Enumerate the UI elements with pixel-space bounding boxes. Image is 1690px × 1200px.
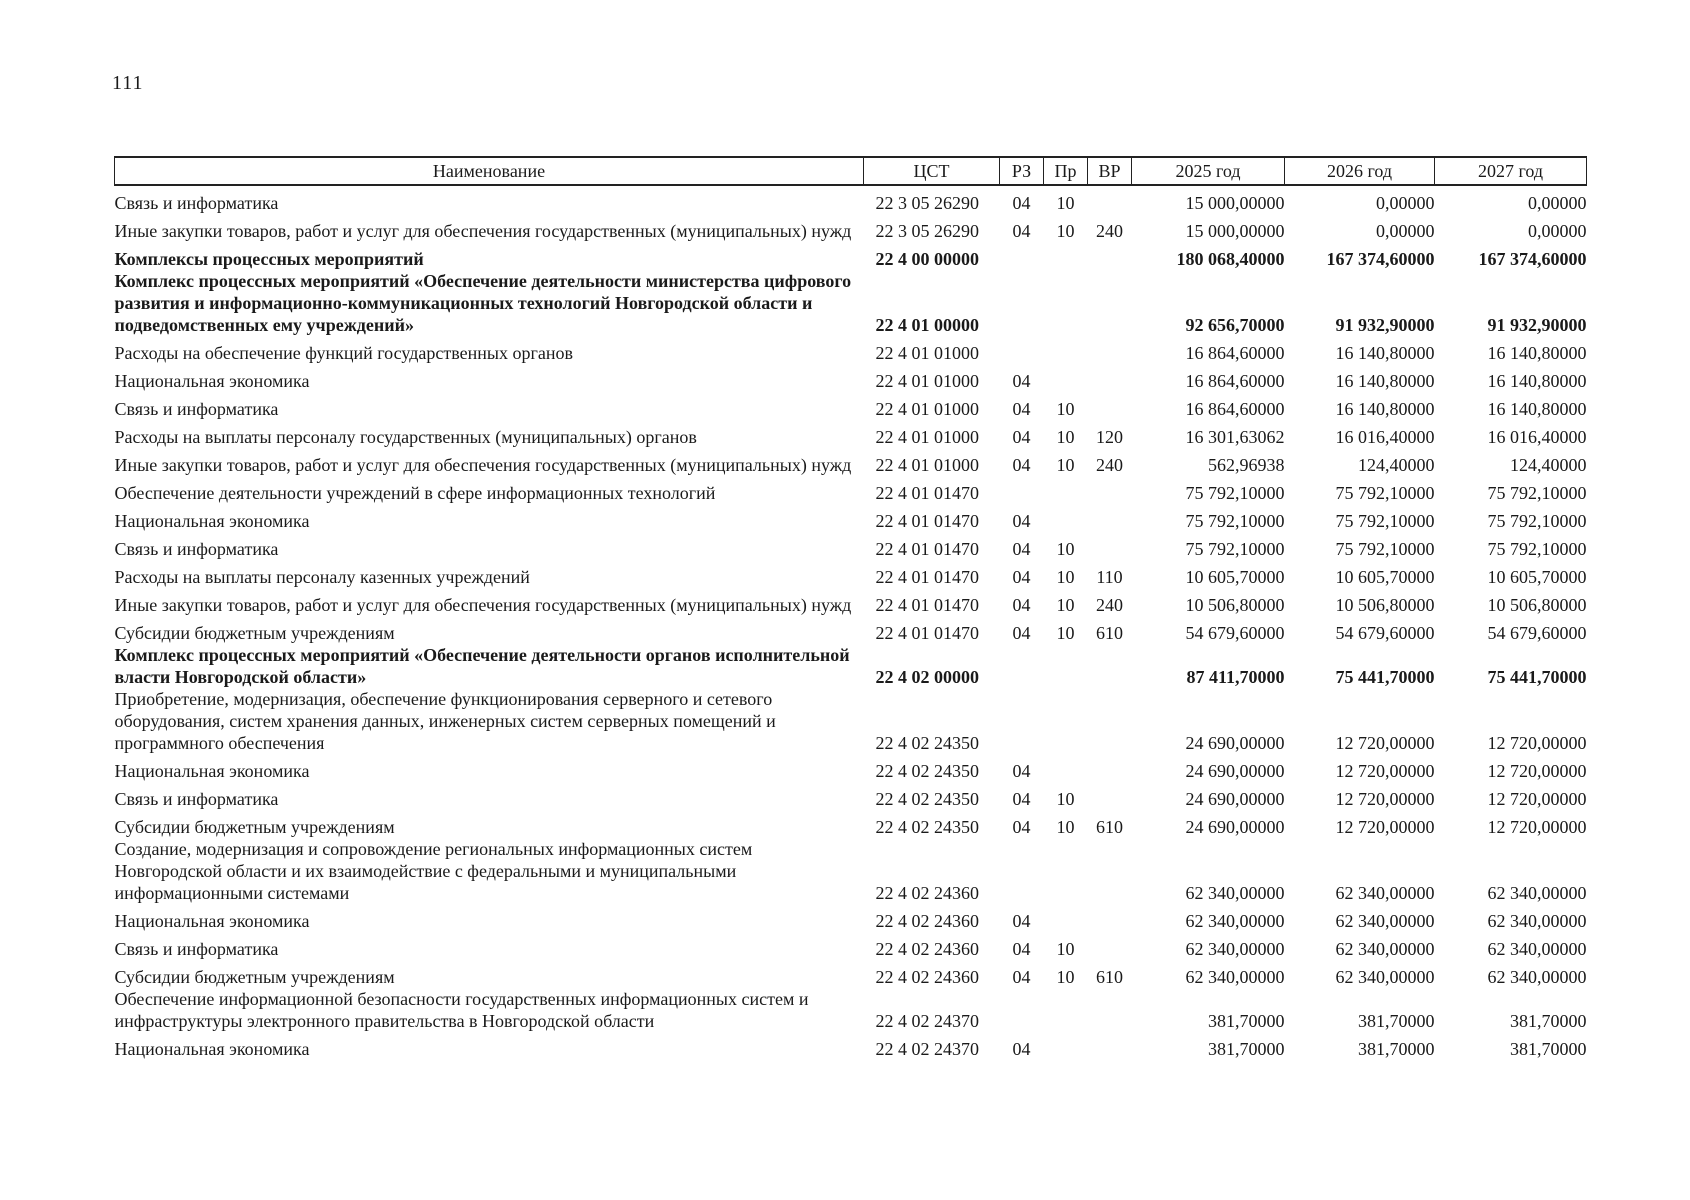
row-vr [1088, 1032, 1132, 1060]
row-vr: 120 [1096, 427, 1123, 447]
row-cst: 22 4 00 00000 [875, 249, 979, 269]
row-cst: 22 4 01 01000 [875, 455, 979, 475]
row-pr [1044, 904, 1088, 932]
row-2025: 15 000,00000 [1185, 193, 1285, 213]
row-name: Обеспечение деятельности учреждений в сфере информационных технологий [114, 483, 716, 503]
row-2026: 10 605,70000 [1335, 567, 1435, 587]
row-pr [1044, 242, 1088, 270]
row-cst: 22 4 01 01000 [875, 399, 979, 419]
header-pr: Пр [1044, 157, 1088, 185]
row-2025: 562,96938 [1208, 455, 1285, 475]
table-body [115, 185, 1587, 1060]
row-rz: 04 [1012, 371, 1031, 391]
row-2027: 381,70000 [1510, 1039, 1587, 1059]
row-vr: 610 [1096, 623, 1123, 643]
table-row [115, 988, 1587, 1032]
row-2025: 381,70000 [1208, 1011, 1285, 1031]
row-rz [1000, 242, 1044, 270]
row-2025: 24 690,00000 [1185, 761, 1285, 781]
row-cst: 22 4 01 01470 [875, 595, 979, 615]
table-row [115, 532, 1587, 560]
row-vr [1088, 754, 1132, 782]
row-cst: 22 4 01 01470 [875, 567, 979, 587]
row-2026: 62 340,00000 [1335, 967, 1435, 987]
row-name: Связь и информатика [114, 539, 279, 559]
table-header-row [115, 157, 1587, 185]
table-row [115, 754, 1587, 782]
row-2026: 16 140,80000 [1335, 371, 1435, 391]
row-2025: 10 605,70000 [1185, 567, 1285, 587]
row-vr: 610 [1096, 817, 1123, 837]
row-pr: 10 [1056, 399, 1075, 419]
row-vr [1088, 644, 1132, 688]
row-vr: 110 [1096, 567, 1123, 587]
row-2027: 10 605,70000 [1487, 567, 1587, 587]
row-name: Национальная экономика [114, 1039, 310, 1059]
row-rz: 04 [1012, 789, 1031, 809]
row-2027: 62 340,00000 [1487, 939, 1587, 959]
row-2026: 75 792,10000 [1335, 539, 1435, 559]
row-pr: 10 [1056, 221, 1075, 241]
row-cst: 22 4 01 01000 [875, 427, 979, 447]
row-2026: 124,40000 [1358, 455, 1435, 475]
table-row [115, 904, 1587, 932]
row-name: Национальная экономика [114, 371, 310, 391]
table-row [115, 185, 1587, 214]
row-vr: 240 [1096, 455, 1123, 475]
row-vr: 240 [1096, 221, 1123, 241]
row-rz: 04 [1012, 911, 1031, 931]
header-vr: ВР [1088, 157, 1132, 185]
row-name: Субсидии бюджетным учреждениям [114, 623, 395, 643]
row-2027: 16 140,80000 [1487, 399, 1587, 419]
header-name: Наименование [115, 157, 864, 185]
row-rz: 04 [1012, 761, 1031, 781]
row-pr [1044, 754, 1088, 782]
row-2026: 10 506,80000 [1335, 595, 1435, 615]
budget-table [114, 156, 1586, 1060]
row-2026: 16 016,40000 [1335, 427, 1435, 447]
row-name: Связь и информатика [114, 193, 279, 213]
row-2027: 75 792,10000 [1487, 483, 1587, 503]
row-2026: 62 340,00000 [1335, 911, 1435, 931]
row-cst: 22 4 02 24360 [875, 939, 979, 959]
row-2026: 12 720,00000 [1335, 761, 1435, 781]
row-rz [1000, 688, 1044, 754]
row-rz [1000, 336, 1044, 364]
row-2027: 75 441,70000 [1487, 667, 1587, 687]
row-vr [1088, 504, 1132, 532]
row-2025: 75 792,10000 [1185, 511, 1285, 531]
row-vr [1088, 782, 1132, 810]
row-2027: 12 720,00000 [1487, 733, 1587, 753]
row-2025: 381,70000 [1208, 1039, 1285, 1059]
table-row [115, 270, 1587, 336]
row-2025: 180 068,40000 [1176, 249, 1285, 269]
row-2025: 62 340,00000 [1185, 967, 1285, 987]
row-cst: 22 4 02 24360 [875, 967, 979, 987]
row-pr: 10 [1056, 455, 1075, 475]
row-cst: 22 4 01 01470 [875, 511, 979, 531]
row-pr: 10 [1056, 595, 1075, 615]
row-2025: 16 301,63062 [1185, 427, 1285, 447]
row-pr [1044, 336, 1088, 364]
row-vr [1088, 988, 1132, 1032]
row-rz: 04 [1012, 817, 1031, 837]
row-cst: 22 3 05 26290 [875, 193, 979, 213]
row-rz: 04 [1012, 455, 1031, 475]
row-2026: 167 374,60000 [1326, 249, 1435, 269]
table-row [115, 504, 1587, 532]
row-name: Расходы на выплаты персоналу казенных учреждений [114, 567, 530, 587]
row-pr [1044, 476, 1088, 504]
row-cst: 22 4 02 24350 [875, 761, 979, 781]
row-vr [1088, 392, 1132, 420]
row-2025: 16 864,60000 [1185, 371, 1285, 391]
row-vr [1088, 364, 1132, 392]
row-2027: 62 340,00000 [1487, 883, 1587, 903]
row-name: Национальная экономика [114, 511, 310, 531]
row-name: Связь и информатика [114, 939, 279, 959]
row-rz: 04 [1012, 1039, 1031, 1059]
row-2025: 15 000,00000 [1185, 221, 1285, 241]
row-rz: 04 [1012, 221, 1031, 241]
row-pr: 10 [1056, 789, 1075, 809]
row-2026: 75 441,70000 [1335, 667, 1435, 687]
row-name: Национальная экономика [114, 761, 310, 781]
row-2026: 12 720,00000 [1335, 789, 1435, 809]
table-row [115, 1032, 1587, 1060]
row-name: Связь и информатика [114, 789, 279, 809]
row-vr [1088, 932, 1132, 960]
row-name: Национальная экономика [114, 911, 310, 931]
row-rz: 04 [1012, 193, 1031, 213]
row-vr [1088, 185, 1132, 214]
row-name: Иные закупки товаров, работ и услуг для обеспечения государственных (муниципальных) нужд [114, 455, 852, 475]
table-row [115, 588, 1587, 616]
row-name: Приобретение, модернизация, обеспечение функционирования серверного и сетевого оборудования, систем хранения данных, инженерных систем серверных помещений и программного обеспечения [114, 689, 776, 753]
row-rz: 04 [1012, 567, 1031, 587]
row-cst: 22 4 01 00000 [875, 315, 979, 335]
row-2027: 16 140,80000 [1487, 371, 1587, 391]
row-cst: 22 4 01 01470 [875, 483, 979, 503]
row-2026: 16 140,80000 [1335, 343, 1435, 363]
table-row [115, 336, 1587, 364]
row-2025: 16 864,60000 [1185, 399, 1285, 419]
row-2025: 16 864,60000 [1185, 343, 1285, 363]
row-2027: 75 792,10000 [1487, 511, 1587, 531]
row-2027: 124,40000 [1510, 455, 1587, 475]
row-pr: 10 [1056, 967, 1075, 987]
table-row [115, 242, 1587, 270]
row-2026: 381,70000 [1358, 1011, 1435, 1031]
row-name: Расходы на выплаты персоналу государственных (муниципальных) органов [114, 427, 697, 447]
header-2026: 2026 год [1285, 157, 1435, 185]
table-row [115, 214, 1587, 242]
row-cst: 22 4 01 01000 [875, 371, 979, 391]
row-cst: 22 4 02 24350 [875, 733, 979, 753]
row-2026: 12 720,00000 [1335, 733, 1435, 753]
row-vr [1088, 476, 1132, 504]
row-vr [1088, 838, 1132, 904]
row-rz: 04 [1012, 427, 1031, 447]
row-2025: 24 690,00000 [1185, 789, 1285, 809]
row-rz: 04 [1012, 939, 1031, 959]
row-pr: 10 [1056, 427, 1075, 447]
row-rz [1000, 988, 1044, 1032]
row-rz [1000, 476, 1044, 504]
row-name: Комплекс процессных мероприятий «Обеспечение деятельности органов исполнительной власти Новгородской области» [114, 645, 850, 687]
row-name: Комплекс процессных мероприятий «Обеспечение деятельности министерства цифрового развития и информационно-коммуникационных технологий Новгородской области и подведомственных ему учреждений» [114, 271, 852, 335]
row-2026: 75 792,10000 [1335, 511, 1435, 531]
row-vr [1088, 270, 1132, 336]
row-pr [1044, 270, 1088, 336]
row-2027: 12 720,00000 [1487, 761, 1587, 781]
row-2025: 10 506,80000 [1185, 595, 1285, 615]
row-cst: 22 4 02 24350 [875, 817, 979, 837]
row-2025: 24 690,00000 [1185, 817, 1285, 837]
row-vr [1088, 688, 1132, 754]
row-2027: 16 016,40000 [1487, 427, 1587, 447]
row-2025: 24 690,00000 [1185, 733, 1285, 753]
row-pr: 10 [1056, 567, 1075, 587]
row-2027: 62 340,00000 [1487, 911, 1587, 931]
row-2025: 62 340,00000 [1185, 939, 1285, 959]
row-rz: 04 [1012, 967, 1031, 987]
row-name: Обеспечение информационной безопасности государственных информационных систем и инфраструктуры электронного правительства в Новгородской области [114, 989, 809, 1031]
row-pr: 10 [1056, 817, 1075, 837]
table-row [115, 392, 1587, 420]
row-pr [1044, 988, 1088, 1032]
row-2026: 0,00000 [1376, 221, 1435, 241]
row-pr [1044, 838, 1088, 904]
row-pr [1044, 364, 1088, 392]
row-cst: 22 3 05 26290 [875, 221, 979, 241]
row-rz: 04 [1012, 539, 1031, 559]
table-row [115, 560, 1587, 588]
row-name: Субсидии бюджетным учреждениям [114, 817, 395, 837]
row-2025: 75 792,10000 [1185, 539, 1285, 559]
row-2027: 75 792,10000 [1487, 539, 1587, 559]
row-2027: 381,70000 [1510, 1011, 1587, 1031]
row-pr [1044, 504, 1088, 532]
table-row [115, 782, 1587, 810]
row-pr [1044, 688, 1088, 754]
table-row [115, 688, 1587, 754]
row-name: Создание, модернизация и сопровождение региональных информационных систем Новгородской области и их взаимодействие с федеральными и муниципальными информационными системами [114, 839, 753, 903]
row-vr [1088, 904, 1132, 932]
row-2026: 91 932,90000 [1335, 315, 1435, 335]
row-2025: 62 340,00000 [1185, 911, 1285, 931]
row-cst: 22 4 02 24360 [875, 911, 979, 931]
row-2025: 75 792,10000 [1185, 483, 1285, 503]
row-name: Иные закупки товаров, работ и услуг для обеспечения государственных (муниципальных) нужд [114, 221, 852, 241]
header-2027: 2027 год [1435, 157, 1587, 185]
row-rz: 04 [1012, 623, 1031, 643]
row-name: Связь и информатика [114, 399, 279, 419]
table-row [115, 448, 1587, 476]
row-2026: 16 140,80000 [1335, 399, 1435, 419]
header-2025: 2025 год [1132, 157, 1285, 185]
table-row [115, 932, 1587, 960]
row-2025: 62 340,00000 [1185, 883, 1285, 903]
table-row [115, 644, 1587, 688]
row-vr: 610 [1096, 967, 1123, 987]
row-cst: 22 4 02 24360 [875, 883, 979, 903]
row-2026: 75 792,10000 [1335, 483, 1435, 503]
row-2027: 91 932,90000 [1487, 315, 1587, 335]
row-name: Расходы на обеспечение функций государственных органов [114, 343, 573, 363]
row-2026: 54 679,60000 [1335, 623, 1435, 643]
row-2027: 16 140,80000 [1487, 343, 1587, 363]
row-2025: 54 679,60000 [1185, 623, 1285, 643]
row-2026: 62 340,00000 [1335, 939, 1435, 959]
row-2025: 87 411,70000 [1186, 667, 1285, 687]
row-2027: 10 506,80000 [1487, 595, 1587, 615]
row-vr [1088, 242, 1132, 270]
row-2026: 381,70000 [1358, 1039, 1435, 1059]
row-vr [1088, 532, 1132, 560]
table-row [115, 420, 1587, 448]
row-2027: 0,00000 [1528, 193, 1587, 213]
row-rz [1000, 838, 1044, 904]
row-rz [1000, 270, 1044, 336]
row-pr: 10 [1056, 193, 1075, 213]
row-pr: 10 [1056, 939, 1075, 959]
row-cst: 22 4 02 00000 [875, 667, 979, 687]
row-vr: 240 [1096, 595, 1123, 615]
row-cst: 22 4 01 01470 [875, 623, 979, 643]
row-2026: 62 340,00000 [1335, 883, 1435, 903]
row-2026: 0,00000 [1376, 193, 1435, 213]
row-name: Комплексы процессных мероприятий [114, 249, 424, 269]
row-cst: 22 4 02 24350 [875, 789, 979, 809]
row-2027: 12 720,00000 [1487, 817, 1587, 837]
row-pr [1044, 644, 1088, 688]
row-2026: 12 720,00000 [1335, 817, 1435, 837]
row-rz [1000, 644, 1044, 688]
row-pr: 10 [1056, 539, 1075, 559]
row-2027: 62 340,00000 [1487, 967, 1587, 987]
table-row [115, 364, 1587, 392]
row-2027: 167 374,60000 [1478, 249, 1587, 269]
row-2027: 0,00000 [1528, 221, 1587, 241]
row-rz: 04 [1012, 511, 1031, 531]
row-cst: 22 4 01 01000 [875, 343, 979, 363]
row-cst: 22 4 02 24370 [875, 1011, 979, 1031]
header-rz: РЗ [1000, 157, 1044, 185]
row-2027: 54 679,60000 [1487, 623, 1587, 643]
row-vr [1088, 336, 1132, 364]
table-row [115, 960, 1587, 988]
row-name: Субсидии бюджетным учреждениям [114, 967, 395, 987]
table-row [115, 838, 1587, 904]
table-row [115, 810, 1587, 838]
row-name: Иные закупки товаров, работ и услуг для обеспечения государственных (муниципальных) нужд [114, 595, 852, 615]
row-cst: 22 4 01 01470 [875, 539, 979, 559]
row-2025: 92 656,70000 [1185, 315, 1285, 335]
row-pr: 10 [1056, 623, 1075, 643]
row-cst: 22 4 02 24370 [875, 1039, 979, 1059]
row-rz: 04 [1012, 595, 1031, 615]
page-number: 111 [112, 72, 144, 94]
row-2027: 12 720,00000 [1487, 789, 1587, 809]
table-row [115, 616, 1587, 644]
row-rz: 04 [1012, 399, 1031, 419]
table-row [115, 476, 1587, 504]
header-cst: ЦСТ [864, 157, 1000, 185]
row-pr [1044, 1032, 1088, 1060]
